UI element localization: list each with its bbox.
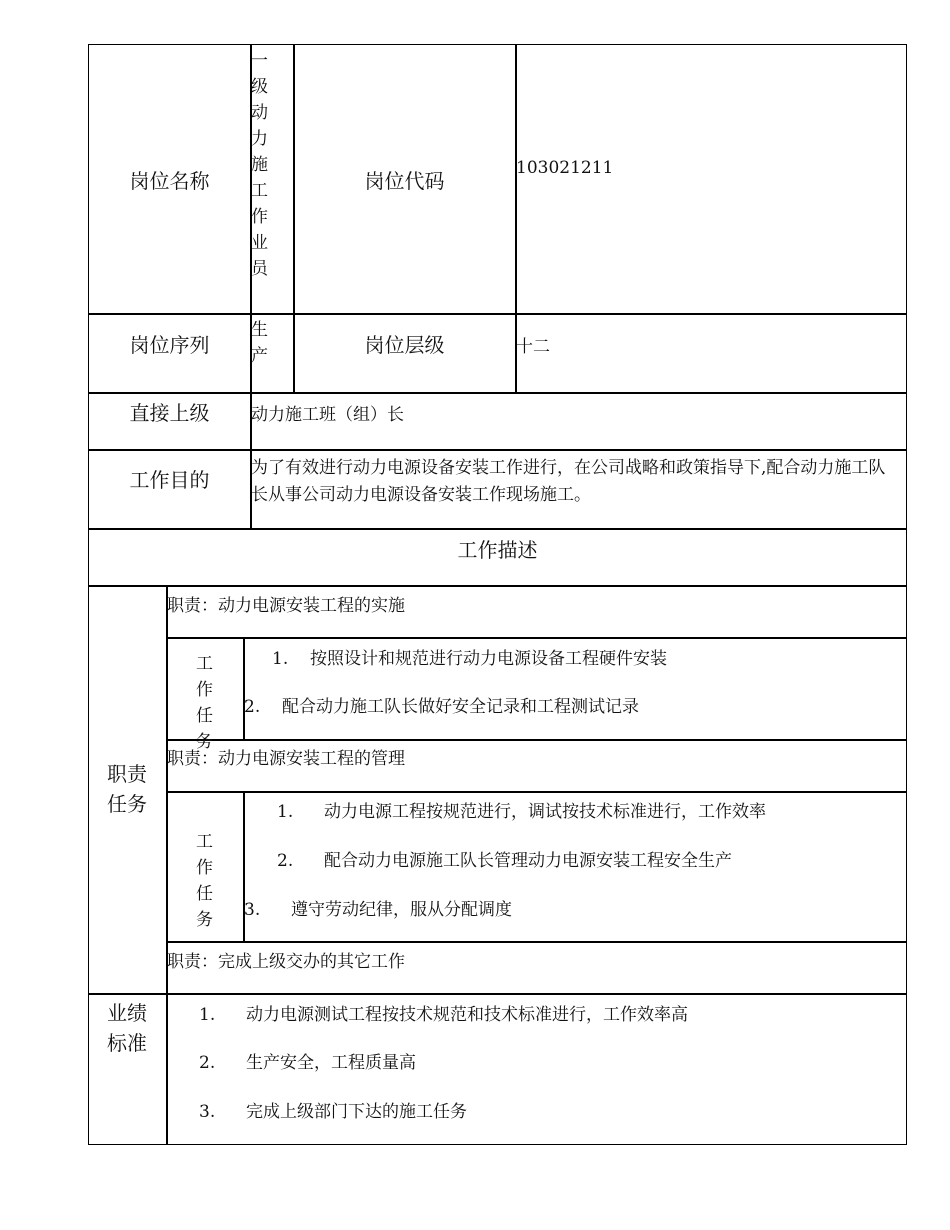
row-divider xyxy=(166,791,907,793)
task-number: 2. xyxy=(277,851,294,871)
duties-section-label: 职责任务 xyxy=(107,762,147,816)
performance-text: 动力电源测试工程按技术规范和技术标准进行，工作效率高 xyxy=(246,1005,688,1025)
performance-number: 1. xyxy=(199,1005,216,1025)
performance-item xyxy=(199,1048,416,1073)
task-label: 工作任务 xyxy=(196,832,213,930)
performance-number: 2. xyxy=(199,1053,216,1073)
task-number: 2. xyxy=(244,697,261,717)
task-number: 1. xyxy=(277,802,294,822)
performance-item xyxy=(199,1000,688,1025)
task-item xyxy=(277,846,732,871)
task-number: 1. xyxy=(272,649,289,669)
post-code-label: 岗位代码 xyxy=(364,168,445,193)
task-number: 3. xyxy=(244,900,261,920)
duty-title: 职责：完成上级交办的其它工作 xyxy=(167,952,405,972)
post-name-label: 岗位名称 xyxy=(129,168,210,193)
post-series-value: 生产 xyxy=(251,320,268,366)
task-item xyxy=(244,895,512,920)
col-divider xyxy=(243,637,245,740)
performance-item xyxy=(199,1097,467,1122)
work-description-title: 工作描述 xyxy=(457,537,538,562)
row-divider xyxy=(166,941,907,943)
row-divider xyxy=(88,585,907,587)
post-code-value: 103021211 xyxy=(516,158,614,178)
superior-value: 动力施工班（组）长 xyxy=(251,405,404,425)
task-text: 按照设计和规范进行动力电源设备工程硬件安装 xyxy=(310,649,667,669)
post-series-label: 岗位序列 xyxy=(129,332,210,357)
row-divider xyxy=(88,993,907,995)
row-divider xyxy=(166,739,907,741)
post-level-value: 十二 xyxy=(516,337,550,357)
purpose-value: 为了有效进行动力电源设备安装工作进行，在公司战略和政策指导下,配合动力施工队长从事公司动力电源设备安装工作现场施工。 xyxy=(251,458,886,505)
performance-number: 3. xyxy=(199,1102,216,1122)
task-item xyxy=(277,797,766,822)
superior-label: 直接上级 xyxy=(129,400,210,425)
task-item xyxy=(244,692,639,717)
duty-title: 职责：动力电源安装工程的管理 xyxy=(167,749,405,769)
purpose-label: 工作目的 xyxy=(129,467,210,492)
task-label: 工作任务 xyxy=(196,654,213,752)
task-text: 遵守劳动纪律，服从分配调度 xyxy=(291,900,512,920)
task-text: 动力电源工程按规范进行，调试按技术标准进行，工作效率 xyxy=(324,802,766,822)
performance-text: 生产安全，工程质量高 xyxy=(246,1053,416,1073)
task-text: 配合动力施工队长做好安全记录和工程测试记录 xyxy=(282,697,639,717)
post-level-label: 岗位层级 xyxy=(364,332,445,357)
row-divider xyxy=(166,637,907,639)
task-text: 配合动力电源施工队长管理动力电源安装工程安全生产 xyxy=(324,851,732,871)
performance-text: 完成上级部门下达的施工任务 xyxy=(246,1102,467,1122)
duty-title: 职责：动力电源安装工程的实施 xyxy=(167,596,405,616)
performance-label: 业绩标准 xyxy=(107,1001,147,1055)
task-item xyxy=(272,644,667,669)
post-name-value: 一级动力施工作业员 xyxy=(251,51,268,279)
